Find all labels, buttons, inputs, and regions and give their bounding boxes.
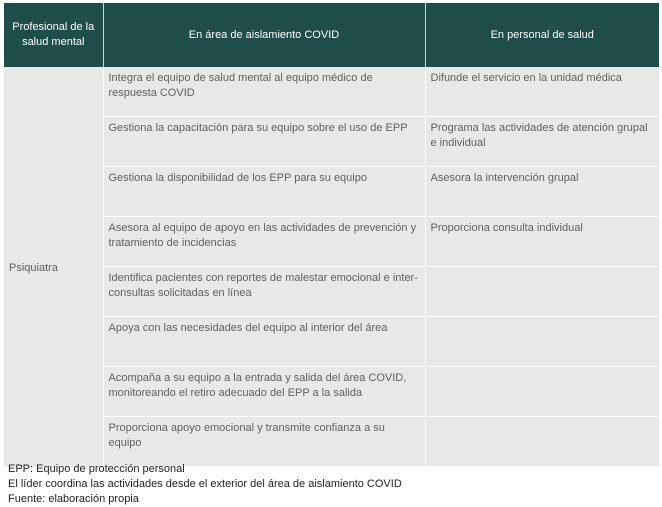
header-area-covid: En área de aislamiento COVID [103, 3, 425, 67]
header-personal-salud: En personal de salud [425, 3, 659, 67]
personal-cell: Programa las actividades de atención grupal e individual [425, 117, 659, 167]
table-notes [8, 462, 402, 507]
header-profesional: Profesional de la salud mental [4, 3, 103, 67]
table-row [4, 117, 659, 167]
personal-cell: Asesora la intervención grupal [425, 167, 659, 217]
personal-cell [425, 367, 659, 417]
table-row [4, 167, 659, 217]
area-cell: Integra el equipo de salud mental al equipo médico de respuesta COVID [103, 67, 425, 117]
personal-cell [425, 417, 659, 467]
area-cell: Asesora al equipo de apoyo en las actividades de prevención y tratamiento de incidencias [103, 217, 425, 267]
table-row [4, 417, 659, 467]
note-lider: El líder coordina las actividades desde el exterior del área de aislamiento COVID [8, 478, 402, 490]
note-epp: EPP: Equipo de protección personal [8, 463, 185, 475]
area-cell: Identifica pacientes con reportes de malestar emocional e inter-consultas solicitadas en línea [103, 267, 425, 317]
table-row [4, 267, 659, 317]
area-cell: Apoya con las necesidades del equipo al interior del área [103, 317, 425, 367]
table-row [4, 317, 659, 367]
table-header-row [4, 3, 659, 67]
area-cell: Gestiona la capacitación para su equipo sobre el uso de EPP [103, 117, 425, 167]
personal-cell: Proporciona consulta individual [425, 217, 659, 267]
table-row [4, 367, 659, 417]
table-row [4, 67, 659, 117]
personal-cell: Difunde el servicio en la unidad médica [425, 67, 659, 117]
personal-cell [425, 317, 659, 367]
personal-cell [425, 267, 659, 317]
area-cell: Proporciona apoyo emocional y transmite confianza a su equipo [103, 417, 425, 467]
roles-table [4, 3, 659, 467]
area-cell: Gestiona la disponibilidad de los EPP para su equipo [103, 167, 425, 217]
note-fuente: Fuente: elaboración propia [8, 493, 139, 505]
area-cell: Acompaña a su equipo a la entrada y salida del área COVID, monitoreando el retiro adecuado del EPP a la salida [103, 367, 425, 417]
table-row [4, 217, 659, 267]
profesional-cell: Psiquiatra [4, 67, 103, 467]
